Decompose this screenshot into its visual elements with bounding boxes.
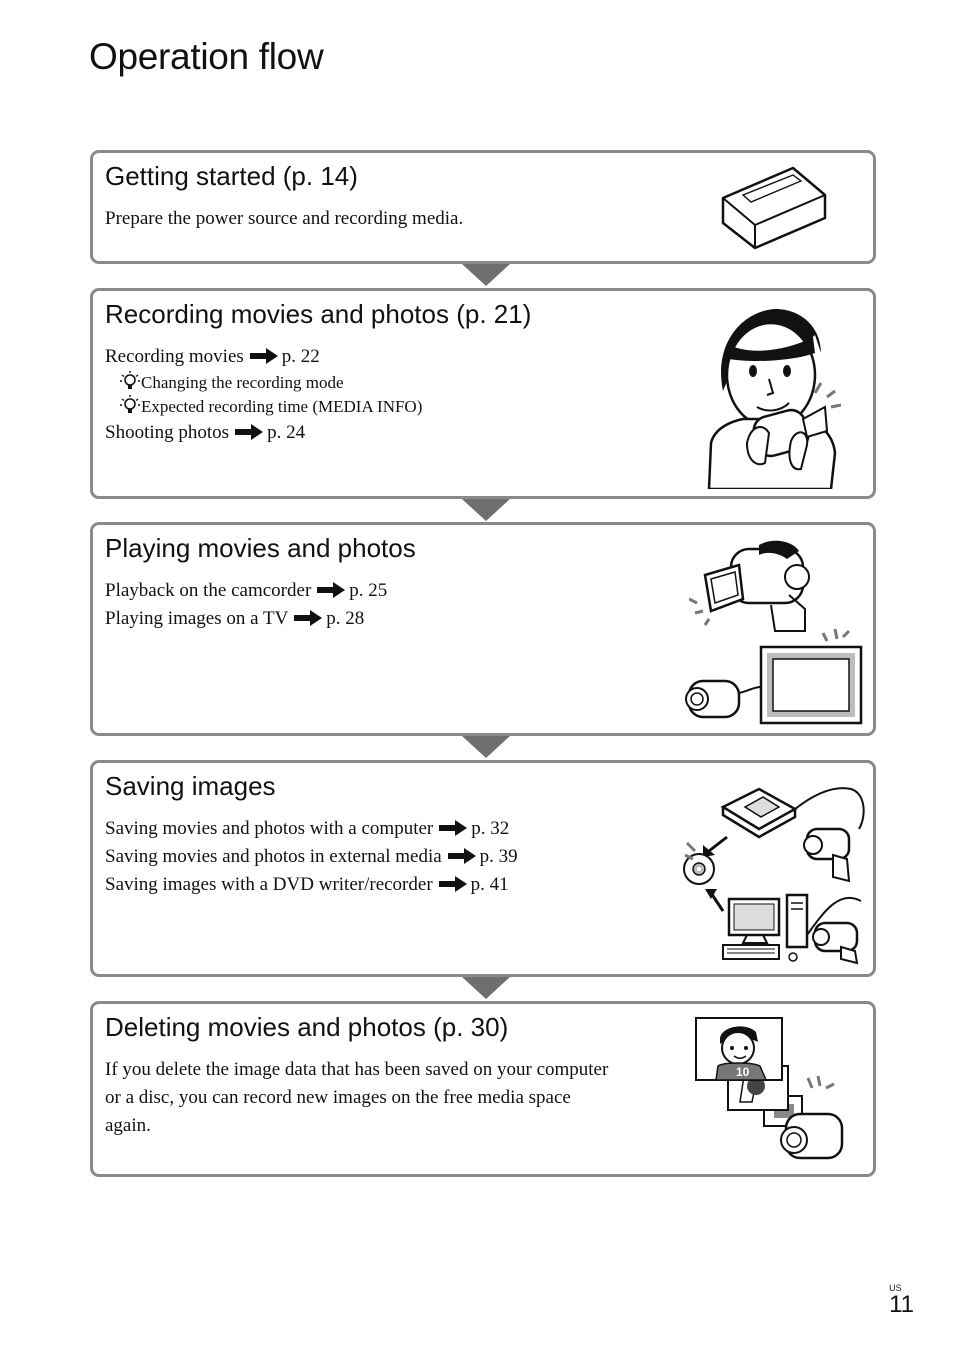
section-heading: Saving images: [105, 771, 276, 801]
stacked-photos-illustration: [694, 1016, 859, 1168]
page-link[interactable]: p. 39: [479, 846, 518, 867]
item-text: Recording movies: [105, 346, 244, 367]
battery-icon: [713, 163, 833, 255]
arrow-right-icon: [439, 876, 467, 892]
person-camcorder-icon: [703, 303, 853, 489]
arrow-right-icon: [439, 820, 467, 836]
page-link[interactable]: p. 28: [326, 608, 365, 629]
item-text: Saving movies and photos with a computer: [105, 818, 434, 839]
arrow-right-icon: [235, 424, 263, 440]
arrow-right-icon: [317, 582, 345, 598]
section-getting-started: [90, 150, 876, 264]
lightbulb-icon: [119, 371, 141, 391]
section-text: again.: [105, 1115, 151, 1136]
section-saving: [90, 760, 876, 977]
section-heading: Playing movies and photos: [105, 533, 416, 563]
section-text: If you delete the image data that has been saved on your computer: [105, 1059, 609, 1080]
save-external-line: [105, 843, 518, 871]
page-number-block: [889, 1283, 914, 1317]
section-text: or a disc, you can record new images on the free media space: [105, 1087, 571, 1108]
recording-movies-line: [105, 343, 422, 371]
section-deleting: [90, 1001, 876, 1177]
tip-text: Changing the recording mode: [141, 373, 344, 392]
page-number: 11: [889, 1291, 914, 1318]
item-text: Playing images on a TV: [105, 608, 289, 629]
save-computer-line: [105, 815, 518, 843]
section-heading: Getting started (p. 14): [105, 161, 358, 191]
page-region: US: [889, 1283, 902, 1293]
page-title: Operation flow: [89, 36, 324, 77]
tip-item: [105, 395, 422, 419]
tv-icon: [683, 621, 867, 727]
tip-text: Expected recording time (MEDIA INFO): [141, 397, 423, 416]
flow-connector: [462, 499, 510, 521]
item-text: Saving movies and photos in external media: [105, 846, 442, 867]
flow-connector: [462, 977, 510, 999]
shirt-number: 10: [736, 1065, 750, 1079]
flow-connector: [462, 264, 510, 286]
section-playing: [90, 522, 876, 736]
saving-devices-illustration: [683, 785, 873, 967]
page-link[interactable]: p. 22: [281, 346, 320, 367]
arrow-right-icon: [294, 610, 322, 626]
lightbulb-icon: [119, 395, 141, 415]
item-text: Shooting photos: [105, 422, 230, 443]
section-text: Prepare the power source and recording media.: [105, 208, 464, 229]
flow-connector: [462, 736, 510, 758]
section-heading: Recording movies and photos (p. 21): [105, 299, 532, 329]
playing-tv-line: [105, 605, 387, 633]
section-recording: [90, 288, 876, 499]
arrow-right-icon: [448, 848, 476, 864]
page-link[interactable]: p. 32: [471, 818, 510, 839]
arrow-right-icon: [250, 348, 278, 364]
page-link[interactable]: p. 41: [470, 874, 509, 895]
item-text: Saving images with a DVD writer/recorder: [105, 874, 433, 895]
page-link[interactable]: p. 25: [349, 580, 388, 601]
save-dvd-line: [105, 871, 518, 899]
page-link[interactable]: p. 24: [267, 422, 306, 443]
section-heading: Deleting movies and photos (p. 30): [105, 1012, 509, 1042]
shooting-photos-line: [105, 419, 422, 447]
item-text: Playback on the camcorder: [105, 580, 312, 601]
tip-item: [105, 371, 422, 395]
playback-camcorder-line: [105, 577, 387, 605]
